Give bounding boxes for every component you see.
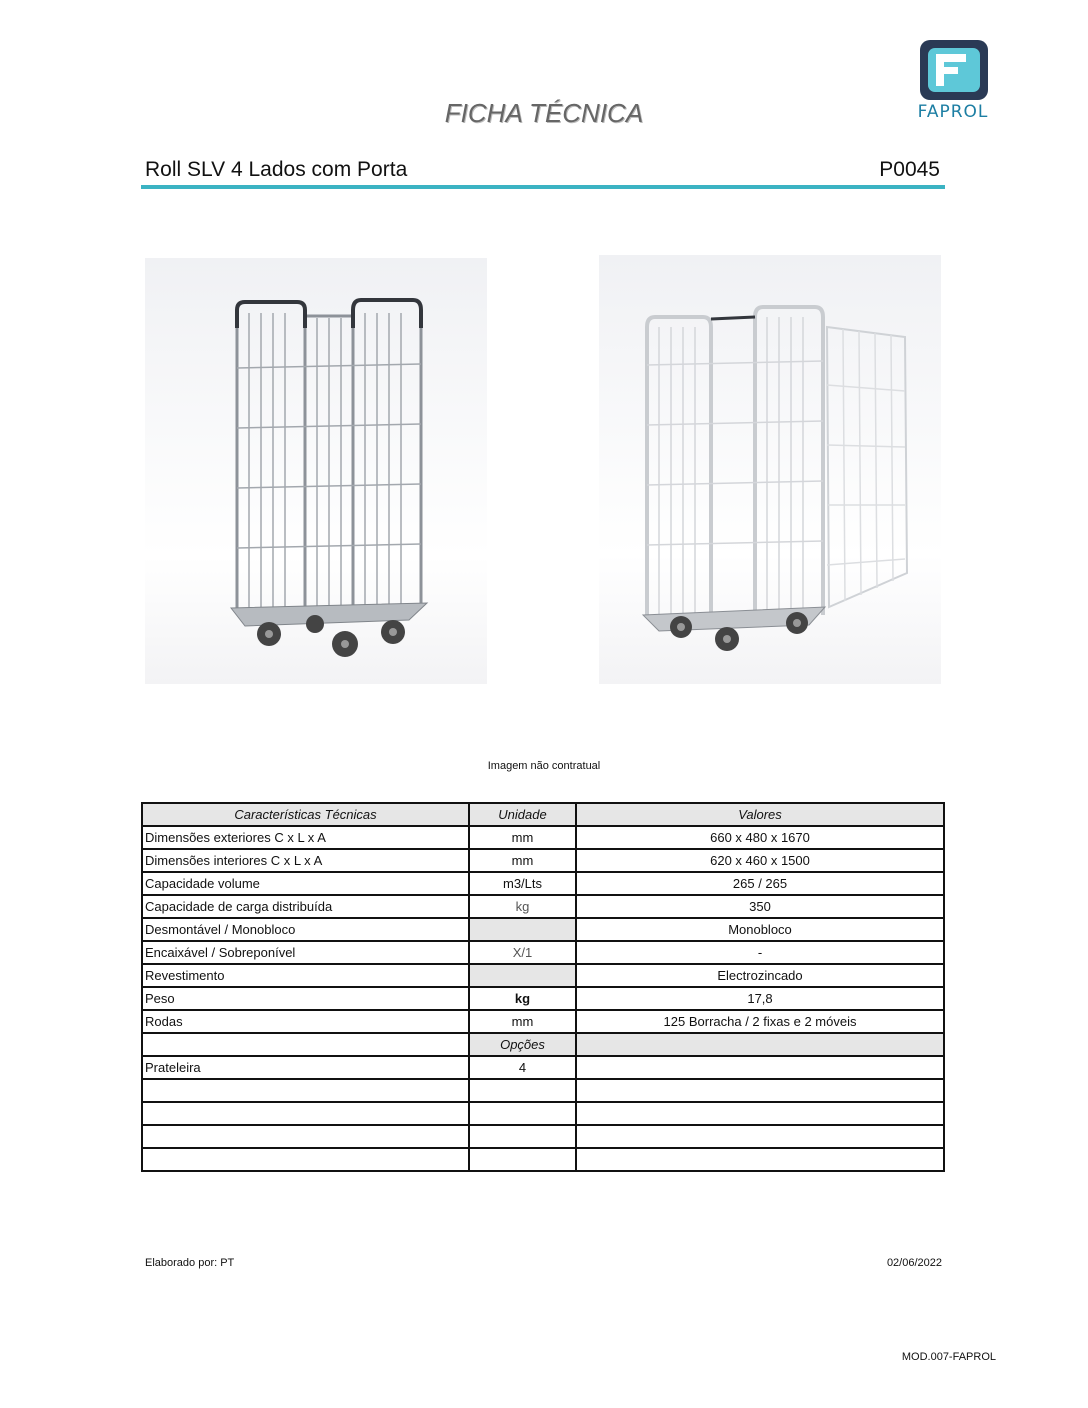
table-header-row [142, 803, 944, 826]
options-header-blank [142, 1033, 469, 1056]
model-reference: MOD.007-FAPROL [901, 1351, 996, 1363]
cell-value [576, 1056, 944, 1079]
header-unit: Unidade [469, 803, 576, 826]
spec-table [141, 802, 945, 1172]
cell-feature [142, 1079, 469, 1102]
options-row [142, 1102, 944, 1125]
prepared-by: Elaborado por: PT [145, 1257, 235, 1269]
table-row [142, 826, 944, 849]
cell-unit: mm [469, 849, 576, 872]
cell-feature: Rodas [142, 1010, 469, 1033]
options-header-blank-right [576, 1033, 944, 1056]
options-row [142, 1079, 944, 1102]
cell-feature: Dimensões exteriores C x L x A [142, 826, 469, 849]
cell-unit [469, 1148, 576, 1171]
cell-value: Monobloco [576, 918, 944, 941]
table-row [142, 918, 944, 941]
cell-value [576, 1148, 944, 1171]
table-row [142, 941, 944, 964]
options-row [142, 1125, 944, 1148]
cell-feature: Dimensões interiores C x L x A [142, 849, 469, 872]
cell-feature: Capacidade volume [142, 872, 469, 895]
cell-feature: Prateleira [142, 1056, 469, 1079]
options-row [142, 1148, 944, 1171]
options-header-row [142, 1033, 944, 1056]
cell-value [576, 1079, 944, 1102]
table-row [142, 895, 944, 918]
logo-text: FAPROL [917, 102, 989, 122]
cell-unit: kg [469, 987, 576, 1010]
cell-unit: mm [469, 1010, 576, 1033]
cell-feature: Encaixável / Sobreponível [142, 941, 469, 964]
cell-value: 265 / 265 [576, 872, 944, 895]
cell-value: - [576, 941, 944, 964]
cell-value: 125 Borracha / 2 fixas e 2 móveis [576, 1010, 944, 1033]
cell-value [576, 1125, 944, 1148]
image-disclaimer: Imagem não contratual [487, 760, 601, 772]
cell-unit [469, 1079, 576, 1102]
table-row [142, 987, 944, 1010]
product-image-closed [145, 258, 487, 684]
cell-feature: Peso [142, 987, 469, 1010]
cell-value: 620 x 460 x 1500 [576, 849, 944, 872]
table-row [142, 872, 944, 895]
table-row [142, 849, 944, 872]
table-row [142, 964, 944, 987]
options-header: Opções [469, 1033, 576, 1056]
cell-value: 350 [576, 895, 944, 918]
page-title: FICHA TÉCNICA [444, 98, 644, 128]
cell-unit [469, 1125, 576, 1148]
cell-value: Electrozincado [576, 964, 944, 987]
title-rule [141, 185, 945, 189]
product-image-open-door [599, 255, 941, 684]
cell-unit [469, 1102, 576, 1125]
cell-feature: Revestimento [142, 964, 469, 987]
cell-unit: X/1 [469, 941, 576, 964]
cell-unit: kg [469, 895, 576, 918]
document-date: 02/06/2022 [886, 1257, 942, 1269]
cell-unit [469, 918, 576, 941]
header-feature: Características Técnicas [142, 803, 469, 826]
cell-feature: Capacidade de carga distribuída [142, 895, 469, 918]
cell-unit [469, 964, 576, 987]
cell-feature [142, 1102, 469, 1125]
cell-feature: Desmontável / Monobloco [142, 918, 469, 941]
product-code: P0045 [879, 158, 940, 181]
product-name: Roll SLV 4 Lados com Porta [145, 158, 408, 181]
cell-unit: 4 [469, 1056, 576, 1079]
cell-unit: m3/Lts [469, 872, 576, 895]
cell-unit: mm [469, 826, 576, 849]
cell-value: 17,8 [576, 987, 944, 1010]
cell-value [576, 1102, 944, 1125]
table-row [142, 1010, 944, 1033]
cell-value: 660 x 480 x 1670 [576, 826, 944, 849]
cell-feature [142, 1125, 469, 1148]
header-value: Valores [576, 803, 944, 826]
options-row [142, 1056, 944, 1079]
cell-feature [142, 1148, 469, 1171]
